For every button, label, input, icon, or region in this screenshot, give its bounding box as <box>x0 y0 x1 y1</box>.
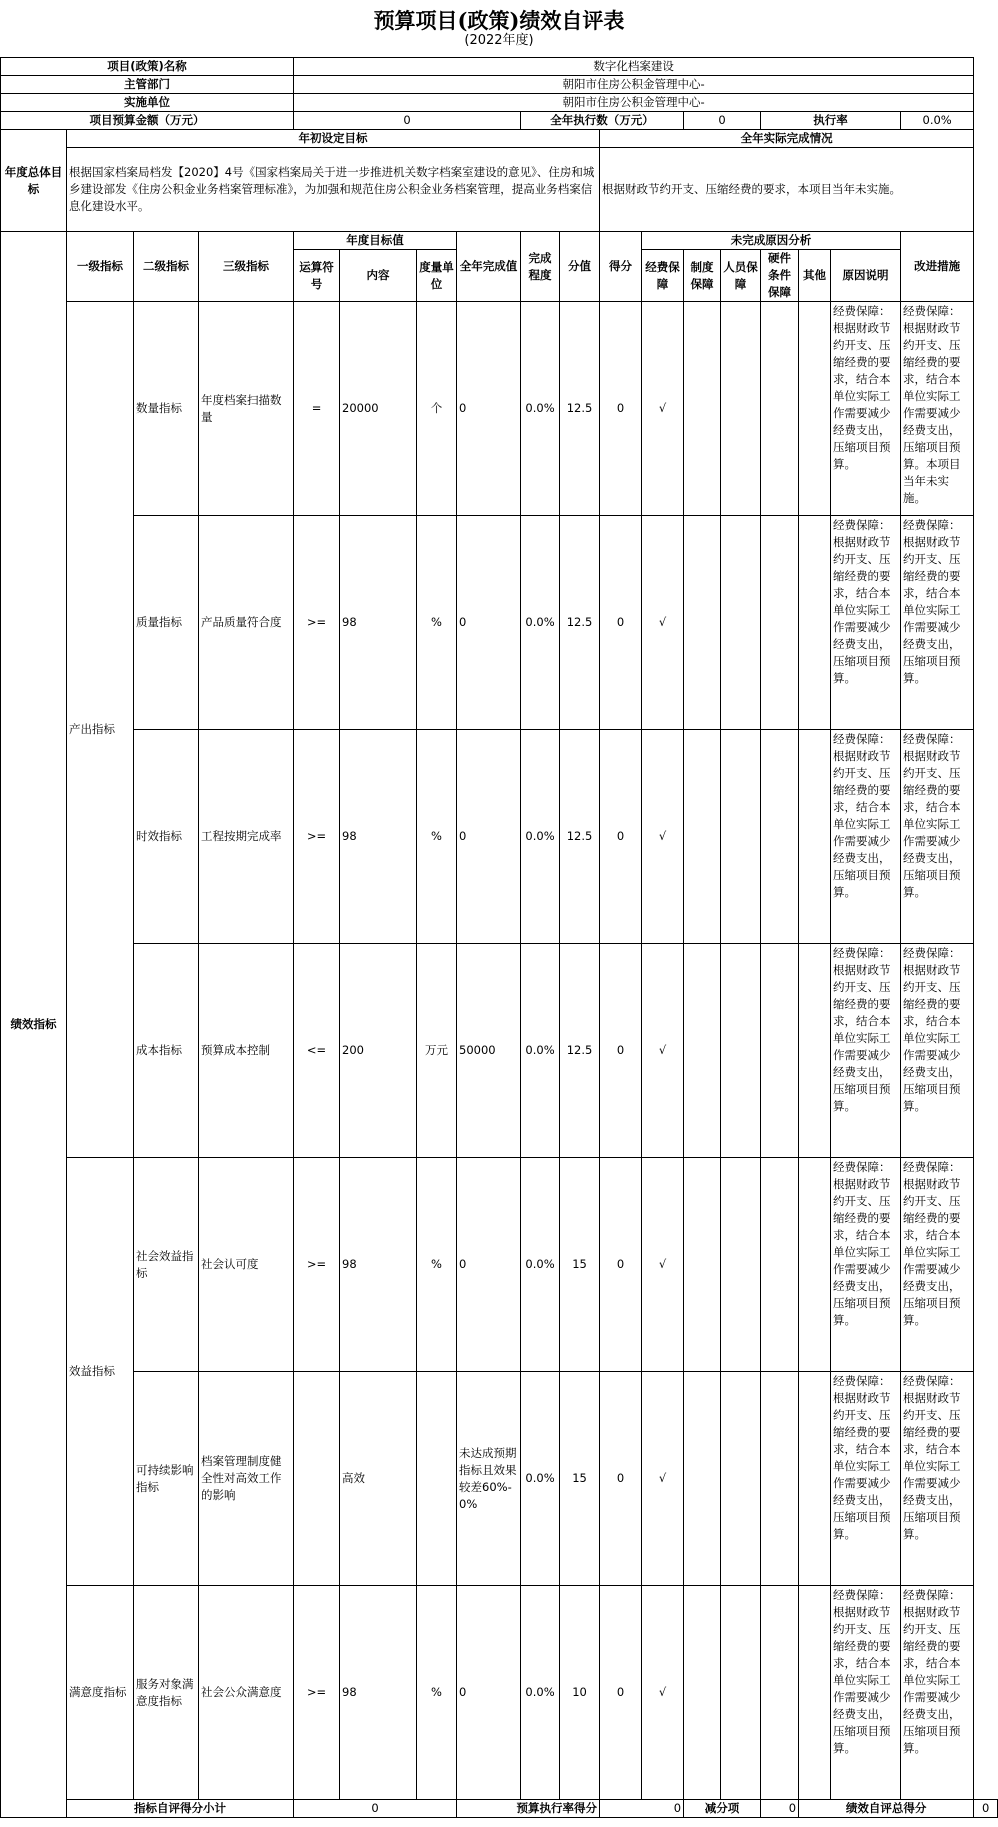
row-score: 0 <box>600 1372 642 1586</box>
row-content: 98 <box>340 1586 417 1800</box>
row-degree: 0.0% <box>521 1158 560 1372</box>
row-l3: 工程按期完成率 <box>199 730 294 944</box>
row-fund-check: √ <box>642 302 684 516</box>
page-subtitle-year: (2022年度) <box>464 33 534 48</box>
row-improve: 经费保障：根据财政节约开支、压缩经费的要求，结合本单位实际工作需要减少经费支出，压缩项目预算。 <box>901 944 974 1158</box>
row-done: 0 <box>457 302 521 516</box>
row-content: 98 <box>340 1158 417 1372</box>
row-done: 0 <box>457 516 521 730</box>
row-op <box>294 1372 340 1586</box>
row-unit: % <box>417 730 457 944</box>
row-l3: 社会认可度 <box>199 1158 294 1372</box>
row-points: 15 <box>560 1158 600 1372</box>
deduct-label: 减分项 <box>684 1800 761 1818</box>
row-sys-empty <box>684 730 721 944</box>
row-fund-check: √ <box>642 1586 684 1800</box>
row-hw-empty <box>761 516 799 730</box>
col-reason-group: 未完成原因分析 <box>642 232 901 250</box>
row-score: 0 <box>600 516 642 730</box>
row-score: 0 <box>600 302 642 516</box>
col-r-staff: 人员保障 <box>721 250 761 302</box>
row-fund-check: √ <box>642 1158 684 1372</box>
row-unit: % <box>417 516 457 730</box>
overall-goal-label: 年度总体目标 <box>1 130 67 232</box>
row-degree: 0.0% <box>521 1372 560 1586</box>
row-content: 200 <box>340 944 417 1158</box>
row-reason: 经费保障：根据财政节约开支、压缩经费的要求，结合本单位实际工作需要减少经费支出，压缩项目预算。 <box>831 516 901 730</box>
row-score: 0 <box>600 730 642 944</box>
perf-indicator-label: 绩效指标 <box>1 232 67 1818</box>
initial-goal-text: 根据国家档案局档发【2020】4号《国家档案局关于进一步推进机关数字档案室建设的意见》、住房和城乡建设部发《住房公积金业务档案管理标准》，为加强和规范住房公积金业务档案管理，提高业务档案信息化建设水平。 <box>67 148 600 232</box>
row-sys-empty <box>684 1586 721 1800</box>
row-points: 12.5 <box>560 730 600 944</box>
row-sys-empty <box>684 1372 721 1586</box>
col-score: 得分 <box>600 232 642 302</box>
col-unit: 度量单位 <box>417 250 457 302</box>
row-points: 15 <box>560 1372 600 1586</box>
rate-label: 执行率 <box>761 112 901 130</box>
row-unit: % <box>417 1158 457 1372</box>
col-points: 分值 <box>560 232 600 302</box>
row-staff-empty <box>721 1158 761 1372</box>
row-degree: 0.0% <box>521 302 560 516</box>
table-row <box>1 730 998 944</box>
row-improve: 经费保障：根据财政节约开支、压缩经费的要求，结合本单位实际工作需要减少经费支出，压缩项目预算。 <box>901 1158 974 1372</box>
footer-row <box>1 1800 998 1818</box>
row-staff-empty <box>721 1372 761 1586</box>
unit-label: 实施单位 <box>1 94 294 112</box>
row-l2: 时效指标 <box>134 730 199 944</box>
row-degree: 0.0% <box>521 1586 560 1800</box>
row-unit: % <box>417 1586 457 1800</box>
col-r-hw: 硬件条件保障 <box>761 250 799 302</box>
row-fund-check: √ <box>642 730 684 944</box>
row-hw-empty <box>761 302 799 516</box>
row-l2: 数量指标 <box>134 302 199 516</box>
row-op: = <box>294 302 340 516</box>
row-l2: 质量指标 <box>134 516 199 730</box>
row-sys-empty <box>684 516 721 730</box>
row-op: >= <box>294 730 340 944</box>
row-other-empty <box>799 302 831 516</box>
row-l2: 成本指标 <box>134 944 199 1158</box>
row-staff-empty <box>721 1586 761 1800</box>
row-l3: 产品质量符合度 <box>199 516 294 730</box>
row-l3: 档案管理制度健全性对高效工作的影响 <box>199 1372 294 1586</box>
row-points: 12.5 <box>560 944 600 1158</box>
indicator-header-row-1 <box>1 232 998 250</box>
dept-label: 主管部门 <box>1 76 294 94</box>
info-row-dept <box>1 76 998 94</box>
rate-score-value: 0 <box>600 1800 684 1818</box>
row-sys-empty <box>684 944 721 1158</box>
row-done: 0 <box>457 1158 521 1372</box>
rate-score-label: 预算执行率得分 <box>457 1800 600 1818</box>
info-row-unit <box>1 94 998 112</box>
col-l2: 二级指标 <box>134 232 199 302</box>
row-degree: 0.0% <box>521 516 560 730</box>
row-points: 12.5 <box>560 516 600 730</box>
row-content: 98 <box>340 516 417 730</box>
actual-result-text: 根据财政节约开支、压缩经费的要求，本项目当年未实施。 <box>600 148 974 232</box>
row-staff-empty <box>721 302 761 516</box>
row-points: 12.5 <box>560 302 600 516</box>
row-other-empty <box>799 1586 831 1800</box>
row-reason: 经费保障：根据财政节约开支、压缩经费的要求，结合本单位实际工作需要减少经费支出，压缩项目预算。 <box>831 1372 901 1586</box>
col-improve: 改进措施 <box>901 232 974 302</box>
actual-result-label: 全年实际完成情况 <box>600 130 974 148</box>
row-unit: 个 <box>417 302 457 516</box>
row-score: 0 <box>600 1586 642 1800</box>
row-l2: 可持续影响指标 <box>134 1372 199 1586</box>
col-r-other: 其他 <box>799 250 831 302</box>
table-row <box>1 1586 998 1800</box>
row-staff-empty <box>721 944 761 1158</box>
row-improve: 经费保障：根据财政节约开支、压缩经费的要求，结合本单位实际工作需要减少经费支出，压缩项目预算。 <box>901 516 974 730</box>
row-unit <box>417 1372 457 1586</box>
row-staff-empty <box>721 516 761 730</box>
row-reason: 经费保障：根据财政节约开支、压缩经费的要求，结合本单位实际工作需要减少经费支出，压缩项目预算。 <box>831 302 901 516</box>
rate-value: 0.0% <box>901 112 974 130</box>
row-improve: 经费保障：根据财政节约开支、压缩经费的要求，结合本单位实际工作需要减少经费支出，压缩项目预算。 <box>901 1372 974 1586</box>
exec-value: 0 <box>684 112 761 130</box>
row-op: >= <box>294 1586 340 1800</box>
budget-label: 项目预算金额（万元） <box>1 112 294 130</box>
row-fund-check: √ <box>642 944 684 1158</box>
deduct-value: 0 <box>761 1800 799 1818</box>
row-hw-empty <box>761 730 799 944</box>
row-done: 未达成预期指标且效果较差60%-0% <box>457 1372 521 1586</box>
subtotal-value: 0 <box>294 1800 457 1818</box>
row-op: <= <box>294 944 340 1158</box>
row-improve: 经费保障：根据财政节约开支、压缩经费的要求，结合本单位实际工作需要减少经费支出，压缩项目预算。 <box>901 730 974 944</box>
row-l3: 社会公众满意度 <box>199 1586 294 1800</box>
table-row <box>1 1372 998 1586</box>
page-title: 预算项目(政策)绩效自评表 <box>373 8 625 33</box>
row-hw-empty <box>761 1372 799 1586</box>
row-points: 10 <box>560 1586 600 1800</box>
evaluation-table <box>0 57 998 1818</box>
subtotal-label: 指标自评得分小计 <box>67 1800 294 1818</box>
row-reason: 经费保障：根据财政节约开支、压缩经费的要求，结合本单位实际工作需要减少经费支出，压缩项目预算。 <box>831 944 901 1158</box>
table-row <box>1 516 998 730</box>
col-r-fund: 经费保障 <box>642 250 684 302</box>
table-row <box>1 944 998 1158</box>
row-fund-check: √ <box>642 1372 684 1586</box>
goals-content-row <box>1 148 998 232</box>
row-hw-empty <box>761 1586 799 1800</box>
project-name-label: 项目(政策)名称 <box>1 58 294 76</box>
row-op: >= <box>294 1158 340 1372</box>
row-score: 0 <box>600 1158 642 1372</box>
row-other-empty <box>799 944 831 1158</box>
total-label: 绩效自评总得分 <box>799 1800 974 1818</box>
dept-value: 朝阳市住房公积金管理中心- <box>294 76 974 94</box>
row-content: 20000 <box>340 302 417 516</box>
row-reason: 经费保障：根据财政节约开支、压缩经费的要求，结合本单位实际工作需要减少经费支出，压缩项目预算。 <box>831 730 901 944</box>
row-sys-empty <box>684 302 721 516</box>
col-content: 内容 <box>340 250 417 302</box>
row-l2: 社会效益指标 <box>134 1158 199 1372</box>
info-row-name <box>1 58 998 76</box>
row-done: 50000 <box>457 944 521 1158</box>
col-r-desc: 原因说明 <box>831 250 901 302</box>
row-content: 高效 <box>340 1372 417 1586</box>
row-staff-empty <box>721 730 761 944</box>
project-name-value: 数字化档案建设 <box>294 58 974 76</box>
col-done: 全年完成值 <box>457 232 521 302</box>
col-op: 运算符号 <box>294 250 340 302</box>
row-hw-empty <box>761 1158 799 1372</box>
row-reason: 经费保障：根据财政节约开支、压缩经费的要求，结合本单位实际工作需要减少经费支出，压缩项目预算。 <box>831 1586 901 1800</box>
row-l3: 年度档案扫描数量 <box>199 302 294 516</box>
col-r-sys: 制度保障 <box>684 250 721 302</box>
row-l3: 预算成本控制 <box>199 944 294 1158</box>
row-done: 0 <box>457 1586 521 1800</box>
info-row-budget <box>1 112 998 130</box>
initial-goal-label: 年初设定目标 <box>67 130 600 148</box>
row-hw-empty <box>761 944 799 1158</box>
row-improve: 经费保障：根据财政节约开支、压缩经费的要求，结合本单位实际工作需要减少经费支出，压缩项目预算。本项目当年未实施。 <box>901 302 974 516</box>
row-improve: 经费保障：根据财政节约开支、压缩经费的要求，结合本单位实际工作需要减少经费支出，压缩项目预算。 <box>901 1586 974 1800</box>
row-l2: 服务对象满意度指标 <box>134 1586 199 1800</box>
row-other-empty <box>799 730 831 944</box>
group-output: 产出指标 <box>67 302 134 1158</box>
row-other-empty <box>799 1372 831 1586</box>
row-done: 0 <box>457 730 521 944</box>
row-other-empty <box>799 1158 831 1372</box>
row-op: >= <box>294 516 340 730</box>
col-l1: 一级指标 <box>67 232 134 302</box>
row-reason: 经费保障：根据财政节约开支、压缩经费的要求，结合本单位实际工作需要减少经费支出，压缩项目预算。 <box>831 1158 901 1372</box>
row-sys-empty <box>684 1158 721 1372</box>
row-other-empty <box>799 516 831 730</box>
row-fund-check: √ <box>642 516 684 730</box>
table-row <box>1 302 998 516</box>
unit-value: 朝阳市住房公积金管理中心- <box>294 94 974 112</box>
row-degree: 0.0% <box>521 730 560 944</box>
col-l3: 三级指标 <box>199 232 294 302</box>
table-row <box>1 1158 998 1372</box>
col-degree: 完成程度 <box>521 232 560 302</box>
row-score: 0 <box>600 944 642 1158</box>
col-target-group: 年度目标值 <box>294 232 457 250</box>
total-value: 0 <box>974 1800 998 1818</box>
row-content: 98 <box>340 730 417 944</box>
row-degree: 0.0% <box>521 944 560 1158</box>
budget-value: 0 <box>294 112 521 130</box>
group-satisfaction: 满意度指标 <box>67 1586 134 1800</box>
row-unit: 万元 <box>417 944 457 1158</box>
group-benefit: 效益指标 <box>67 1158 134 1586</box>
exec-label: 全年执行数（万元） <box>521 112 684 130</box>
goals-header-row <box>1 130 998 148</box>
